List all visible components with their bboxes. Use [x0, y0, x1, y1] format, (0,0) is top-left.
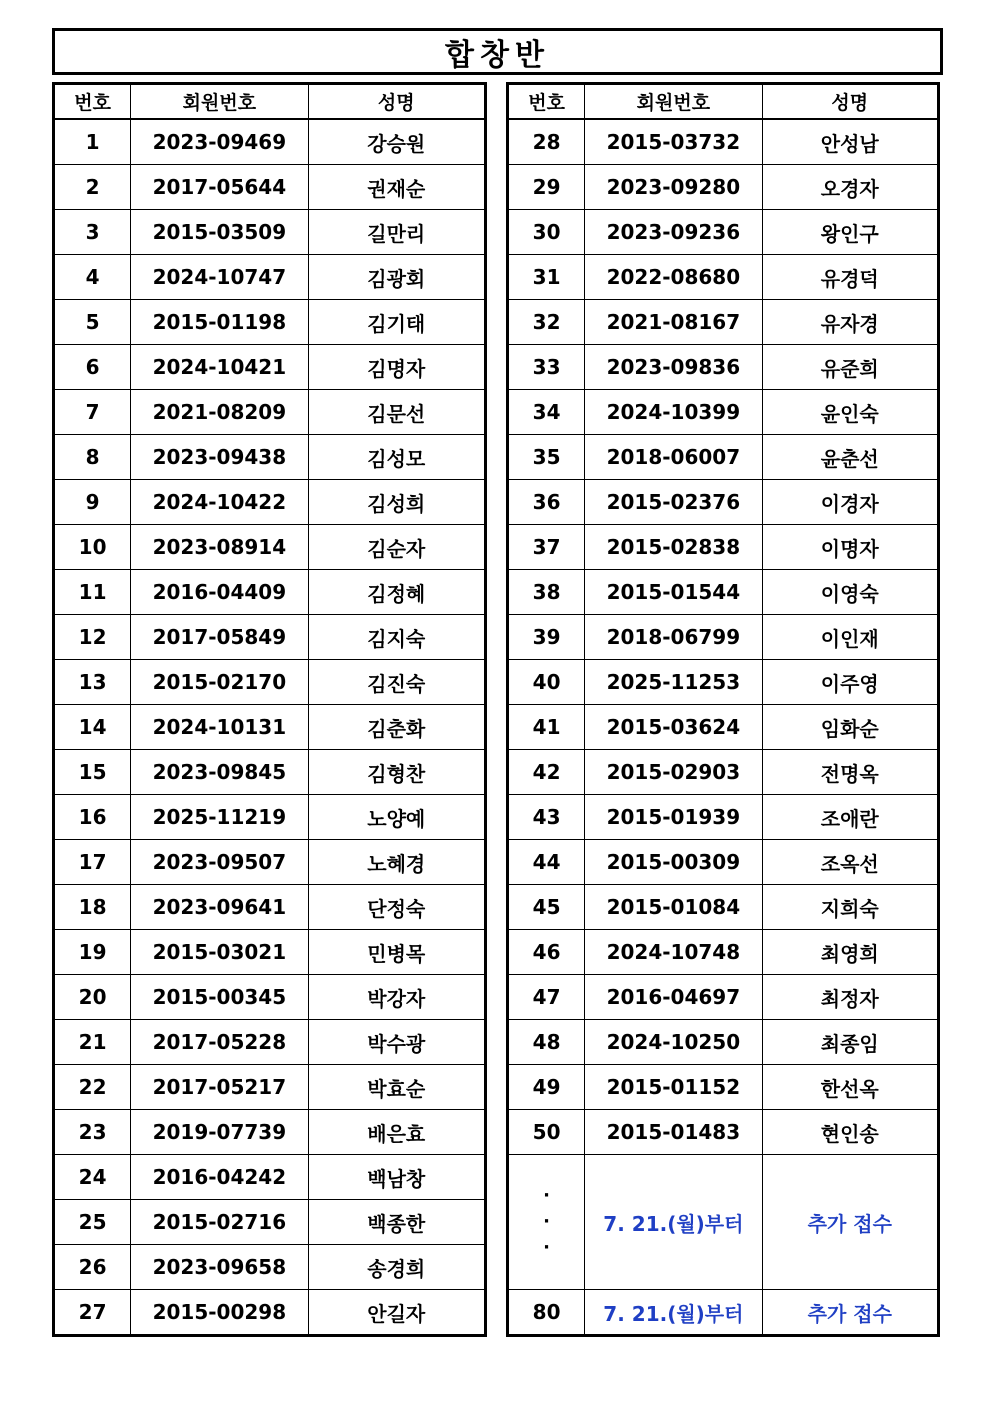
dot: · [543, 1211, 550, 1232]
header-number: 번호 [54, 84, 131, 120]
header-row [508, 84, 939, 120]
additional-note: 추가 접수 [762, 1155, 938, 1290]
table-row [54, 975, 486, 1020]
table-row [508, 660, 939, 705]
table-row [508, 570, 939, 615]
table-row [508, 885, 939, 930]
table-row [508, 1110, 939, 1155]
table-row [508, 930, 939, 975]
row-number: 36 [508, 480, 585, 525]
row-number: 47 [508, 975, 585, 1020]
table-row [54, 525, 486, 570]
table-row [54, 255, 486, 300]
final-date: 7. 21.(월)부터 [585, 1290, 762, 1336]
table-row [54, 1110, 486, 1155]
row-number: 12 [54, 615, 131, 660]
member-name: 전명옥 [762, 750, 938, 795]
member-name: 조옥선 [762, 840, 938, 885]
header-member-id: 회원번호 [585, 84, 762, 120]
row-number: 30 [508, 210, 585, 255]
member-id: 2016-04242 [131, 1155, 308, 1200]
member-name: 김문선 [308, 390, 485, 435]
member-name: 왕인구 [762, 210, 938, 255]
member-name: 안성남 [762, 119, 938, 165]
table-row [54, 1200, 486, 1245]
table-row [54, 1065, 486, 1110]
header-member-id: 회원번호 [131, 84, 308, 120]
member-name: 지희숙 [762, 885, 938, 930]
member-name: 백남창 [308, 1155, 485, 1200]
member-name: 최종임 [762, 1020, 938, 1065]
row-number: 10 [54, 525, 131, 570]
member-name: 최영희 [762, 930, 938, 975]
row-number: 37 [508, 525, 585, 570]
member-name: 임화순 [762, 705, 938, 750]
row-number: 3 [54, 210, 131, 255]
member-id: 2017-05228 [131, 1020, 308, 1065]
table-row [508, 255, 939, 300]
member-id: 2024-10422 [131, 480, 308, 525]
member-id: 2023-09236 [585, 210, 762, 255]
dot: · [543, 1237, 550, 1258]
table-row [508, 705, 939, 750]
row-number: 18 [54, 885, 131, 930]
row-number: 23 [54, 1110, 131, 1155]
table-row [54, 1155, 486, 1200]
member-name: 김춘화 [308, 705, 485, 750]
member-id: 2015-02170 [131, 660, 308, 705]
ellipsis-dots [509, 1187, 584, 1257]
member-id: 2023-09641 [131, 885, 308, 930]
table-row [508, 975, 939, 1020]
row-number: 29 [508, 165, 585, 210]
member-id: 2024-10748 [585, 930, 762, 975]
row-number: 8 [54, 435, 131, 480]
row-number: 19 [54, 930, 131, 975]
member-id: 2021-08209 [131, 390, 308, 435]
row-number: 28 [508, 119, 585, 165]
table-row [508, 840, 939, 885]
table-row [54, 119, 486, 165]
row-number: 49 [508, 1065, 585, 1110]
table-row [54, 1245, 486, 1290]
member-id: 2024-10747 [131, 255, 308, 300]
member-id: 2015-01084 [585, 885, 762, 930]
row-number: 4 [54, 255, 131, 300]
row-number: 46 [508, 930, 585, 975]
member-name: 김명자 [308, 345, 485, 390]
member-name: 현인송 [762, 1110, 938, 1155]
member-name: 안길자 [308, 1290, 485, 1336]
row-number: 20 [54, 975, 131, 1020]
member-name: 김기태 [308, 300, 485, 345]
row-number: 48 [508, 1020, 585, 1065]
member-id: 2015-01198 [131, 300, 308, 345]
row-number: 38 [508, 570, 585, 615]
row-number: 13 [54, 660, 131, 705]
member-id: 2016-04409 [131, 570, 308, 615]
member-id: 2023-09507 [131, 840, 308, 885]
member-name: 이영숙 [762, 570, 938, 615]
table-row [508, 480, 939, 525]
row-number: 25 [54, 1200, 131, 1245]
member-id: 2018-06799 [585, 615, 762, 660]
member-id: 2023-09658 [131, 1245, 308, 1290]
table-row [54, 615, 486, 660]
row-number: 15 [54, 750, 131, 795]
row-number: 41 [508, 705, 585, 750]
table-row [508, 795, 939, 840]
member-id: 2015-00309 [585, 840, 762, 885]
table-row [54, 345, 486, 390]
member-name: 김진숙 [308, 660, 485, 705]
member-name: 권재순 [308, 165, 485, 210]
table-row [508, 300, 939, 345]
row-number: 40 [508, 660, 585, 705]
table-row [508, 525, 939, 570]
ellipsis-cell [508, 1155, 585, 1290]
member-id: 2025-11253 [585, 660, 762, 705]
table-row [54, 930, 486, 975]
member-id: 2023-09469 [131, 119, 308, 165]
member-name: 최정자 [762, 975, 938, 1020]
row-number: 39 [508, 615, 585, 660]
member-id: 2015-02716 [131, 1200, 308, 1245]
table-row [508, 750, 939, 795]
row-number: 7 [54, 390, 131, 435]
row-number: 1 [54, 119, 131, 165]
row-number: 27 [54, 1290, 131, 1336]
member-id: 2015-03509 [131, 210, 308, 255]
final-number: 80 [508, 1290, 585, 1336]
header-name: 성명 [762, 84, 938, 120]
row-number: 32 [508, 300, 585, 345]
member-id: 2024-10421 [131, 345, 308, 390]
member-name: 김성희 [308, 480, 485, 525]
row-number: 9 [54, 480, 131, 525]
member-name: 노혜경 [308, 840, 485, 885]
member-name: 윤춘선 [762, 435, 938, 480]
member-name: 강승원 [308, 119, 485, 165]
member-name: 박강자 [308, 975, 485, 1020]
table-row [54, 795, 486, 840]
member-name: 이인재 [762, 615, 938, 660]
member-id: 2017-05217 [131, 1065, 308, 1110]
member-name: 민병목 [308, 930, 485, 975]
table-row [508, 1020, 939, 1065]
row-number: 45 [508, 885, 585, 930]
member-id: 2015-03624 [585, 705, 762, 750]
table-row [508, 345, 939, 390]
member-id: 2015-02838 [585, 525, 762, 570]
member-name: 이명자 [762, 525, 938, 570]
row-number: 26 [54, 1245, 131, 1290]
member-id: 2023-09845 [131, 750, 308, 795]
member-name: 김성모 [308, 435, 485, 480]
table-row [54, 390, 486, 435]
member-name: 김정혜 [308, 570, 485, 615]
table-row [508, 165, 939, 210]
member-name: 송경희 [308, 1245, 485, 1290]
table-row [54, 750, 486, 795]
row-number: 17 [54, 840, 131, 885]
row-number: 5 [54, 300, 131, 345]
member-id: 2023-08914 [131, 525, 308, 570]
table-row [54, 705, 486, 750]
member-name: 길만리 [308, 210, 485, 255]
table-row [54, 885, 486, 930]
row-number: 50 [508, 1110, 585, 1155]
member-id: 2015-01939 [585, 795, 762, 840]
table-row [54, 1020, 486, 1065]
table-row [508, 615, 939, 660]
member-id: 2024-10250 [585, 1020, 762, 1065]
header-number: 번호 [508, 84, 585, 120]
header-name: 성명 [308, 84, 485, 120]
row-number: 22 [54, 1065, 131, 1110]
table-row [508, 210, 939, 255]
row-number: 31 [508, 255, 585, 300]
member-id: 2025-11219 [131, 795, 308, 840]
member-id: 2017-05644 [131, 165, 308, 210]
member-name: 노양예 [308, 795, 485, 840]
row-number: 43 [508, 795, 585, 840]
page-title: 합창반 [52, 28, 943, 75]
member-id: 2015-02903 [585, 750, 762, 795]
member-name: 김형찬 [308, 750, 485, 795]
member-name: 윤인숙 [762, 390, 938, 435]
roster-table-left [52, 82, 487, 1337]
member-id: 2015-01152 [585, 1065, 762, 1110]
table-row [54, 660, 486, 705]
table-row [54, 165, 486, 210]
member-name: 유준희 [762, 345, 938, 390]
table-row [54, 840, 486, 885]
final-row [508, 1290, 939, 1336]
table-row [54, 435, 486, 480]
row-number: 16 [54, 795, 131, 840]
row-number: 34 [508, 390, 585, 435]
header-row [54, 84, 486, 120]
member-name: 김광회 [308, 255, 485, 300]
member-name: 김순자 [308, 525, 485, 570]
row-number: 6 [54, 345, 131, 390]
row-number: 35 [508, 435, 585, 480]
table-row [508, 390, 939, 435]
member-id: 2015-01544 [585, 570, 762, 615]
member-name: 박수광 [308, 1020, 485, 1065]
member-name: 박효순 [308, 1065, 485, 1110]
member-id: 2018-06007 [585, 435, 762, 480]
member-id: 2015-01483 [585, 1110, 762, 1155]
member-id: 2017-05849 [131, 615, 308, 660]
row-number: 44 [508, 840, 585, 885]
member-id: 2015-03021 [131, 930, 308, 975]
table-row [54, 570, 486, 615]
dot: · [543, 1185, 550, 1206]
member-name: 백종한 [308, 1200, 485, 1245]
row-number: 42 [508, 750, 585, 795]
member-name: 조애란 [762, 795, 938, 840]
member-id: 2024-10399 [585, 390, 762, 435]
member-id: 2024-10131 [131, 705, 308, 750]
member-id: 2022-08680 [585, 255, 762, 300]
table-row [54, 480, 486, 525]
table-row [508, 435, 939, 480]
member-id: 2015-02376 [585, 480, 762, 525]
member-name: 유자경 [762, 300, 938, 345]
member-name: 유경덕 [762, 255, 938, 300]
row-number: 11 [54, 570, 131, 615]
member-id: 2016-04697 [585, 975, 762, 1020]
additional-date: 7. 21.(월)부터 [585, 1155, 762, 1290]
member-name: 단정숙 [308, 885, 485, 930]
table-row [54, 210, 486, 255]
row-number: 33 [508, 345, 585, 390]
member-id: 2021-08167 [585, 300, 762, 345]
member-id: 2015-03732 [585, 119, 762, 165]
member-id: 2015-00345 [131, 975, 308, 1020]
member-name: 김지숙 [308, 615, 485, 660]
member-id: 2023-09280 [585, 165, 762, 210]
final-note: 추가 접수 [762, 1290, 938, 1336]
member-name: 배은효 [308, 1110, 485, 1155]
member-id: 2023-09438 [131, 435, 308, 480]
row-number: 2 [54, 165, 131, 210]
row-number: 14 [54, 705, 131, 750]
table-row [54, 300, 486, 345]
table-row [508, 119, 939, 165]
table-row [508, 1065, 939, 1110]
ellipsis-row [508, 1155, 939, 1290]
row-number: 21 [54, 1020, 131, 1065]
table-row [54, 1290, 486, 1336]
member-name: 이경자 [762, 480, 938, 525]
roster-table-right [506, 82, 940, 1337]
member-name: 이주영 [762, 660, 938, 705]
member-id: 2015-00298 [131, 1290, 308, 1336]
member-id: 2019-07739 [131, 1110, 308, 1155]
row-number: 24 [54, 1155, 131, 1200]
member-id: 2023-09836 [585, 345, 762, 390]
member-name: 한선옥 [762, 1065, 938, 1110]
member-name: 오경자 [762, 165, 938, 210]
